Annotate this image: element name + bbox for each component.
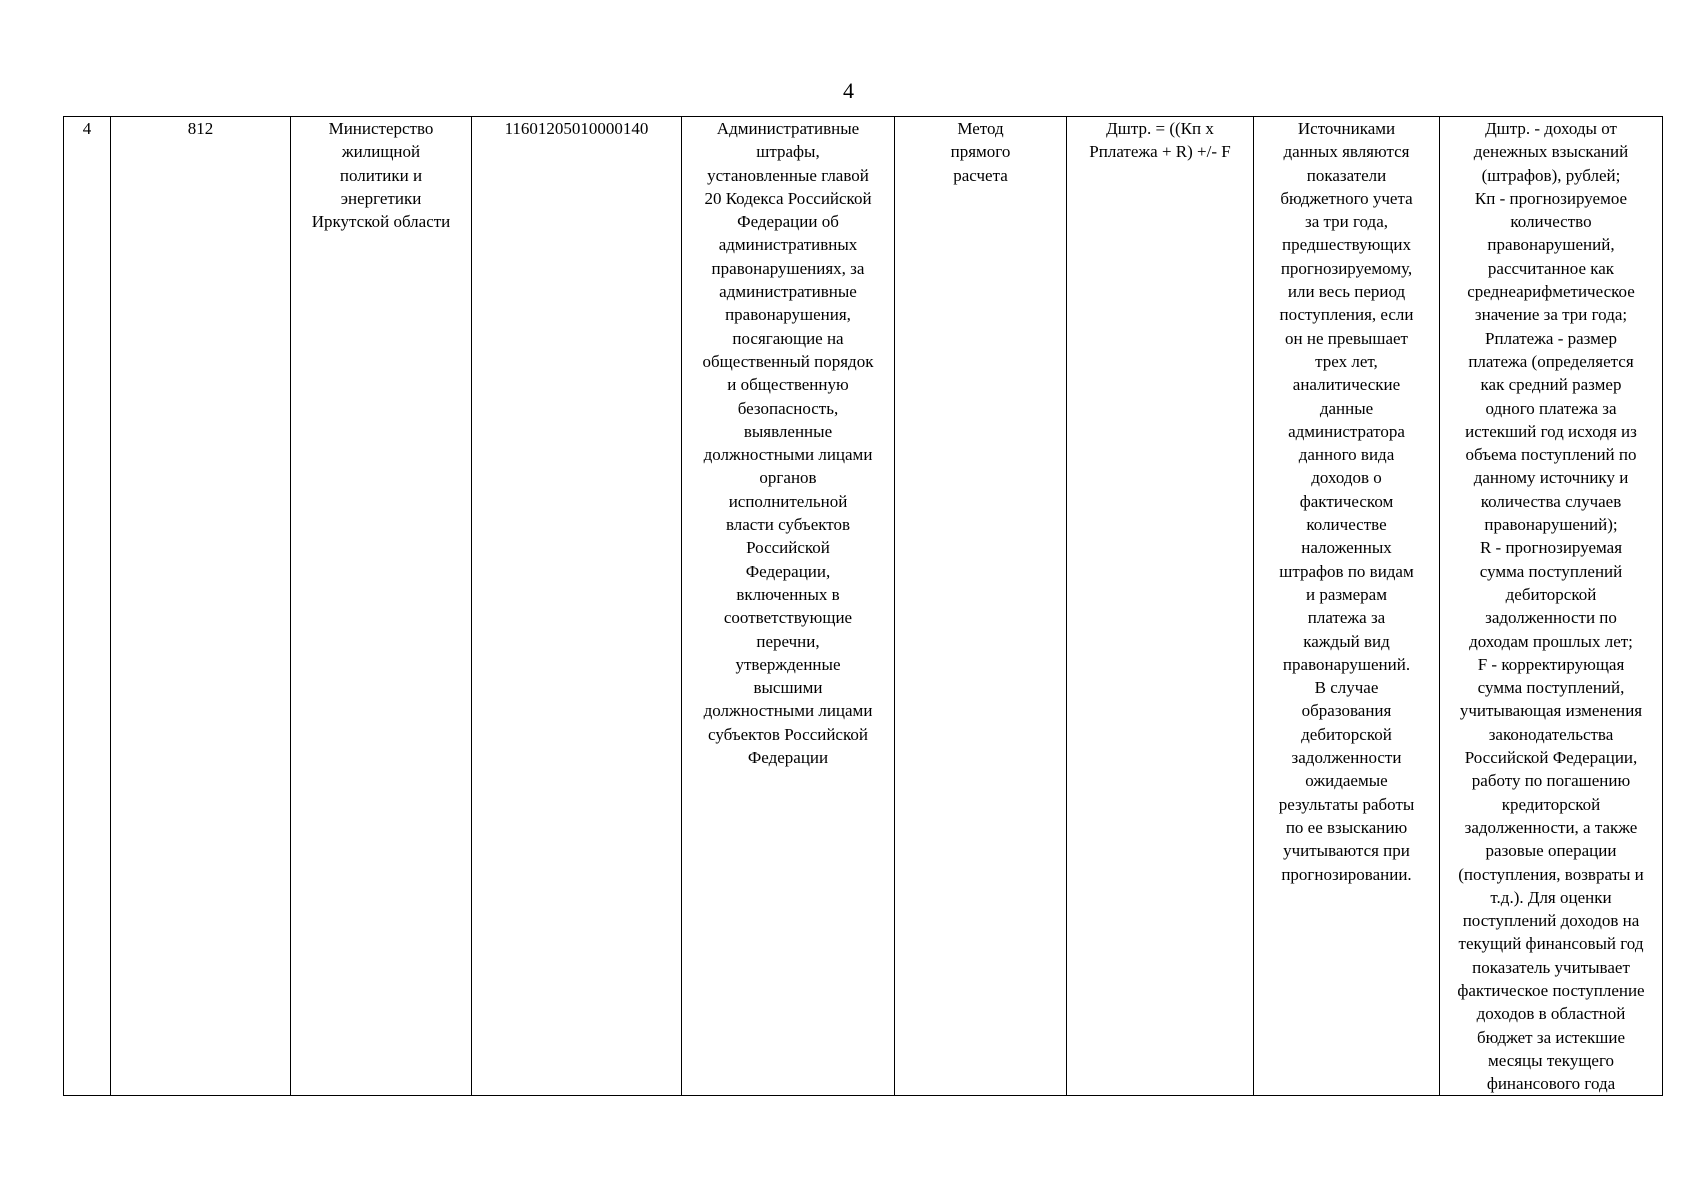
description-line: законодательства [1488, 724, 1614, 744]
description-line: одного платежа за [1485, 398, 1617, 418]
sources-line: наложенных [1301, 538, 1392, 558]
administrator-line: Иркутской области [311, 212, 451, 232]
description-line: истекший год исходя из [1465, 421, 1637, 441]
description-line: (штрафов), рублей; [1481, 165, 1621, 185]
sources-line: или весь период [1287, 282, 1406, 302]
formula-line: Дштр. = ((Кп х [1106, 119, 1214, 138]
description-line: текущий финансовый год [1458, 934, 1644, 954]
income-name-line: Федерации, [745, 561, 831, 581]
description-line: доходов в областной [1476, 1004, 1626, 1024]
sources-line: ожидаемые [1305, 771, 1388, 791]
description-line: доходам прошлых лет; [1469, 631, 1633, 651]
sources-line: данного вида [1298, 445, 1395, 465]
income-name-line: безопасность, [737, 398, 839, 418]
sources-line: доходов о [1311, 468, 1382, 488]
income-name-line: посягающие на [732, 328, 844, 348]
income-name-line: 20 Кодекса Российской [704, 188, 872, 208]
income-name-line: штрафы, [756, 142, 820, 162]
sources-line: учитываются при [1283, 841, 1410, 861]
page-number: 4 [843, 78, 854, 103]
income-name-line: власти субъектов [725, 515, 851, 535]
sources-line: аналитические [1292, 375, 1401, 395]
method-line: прямого [950, 142, 1011, 162]
income-name-line: перечни, [756, 631, 820, 651]
description-line: как средний размер [1480, 375, 1622, 395]
income-name-line: правонарушениях, за [711, 258, 865, 278]
description-line: учитывающая изменения [1459, 701, 1643, 721]
income-name-line: общественный порядок [702, 351, 874, 371]
income-name-line: выявленные [743, 421, 833, 441]
sources-line: за три года, [1305, 212, 1388, 232]
sources-line: и размерам [1306, 584, 1387, 604]
description-line: правонарушений, [1487, 235, 1615, 255]
description-line: Российской Федерации, [1464, 748, 1638, 768]
sources-line: администратора [1288, 421, 1405, 441]
description-line: Дштр. - доходы от [1485, 119, 1617, 138]
sources-line: прогнозировании. [1281, 864, 1412, 884]
sources-line: задолженности [1291, 748, 1402, 768]
sources-line: Источниками [1297, 119, 1396, 138]
income-name-line: и общественную [727, 375, 849, 395]
description-line: платежа (определяется [1468, 351, 1634, 371]
income-name-line: установленные главой [707, 165, 869, 185]
table-row [64, 117, 1663, 1096]
income-name-line: утвержденные [735, 654, 841, 674]
sources-line: предшествующих [1282, 235, 1411, 255]
description-line: т.д.). Для оценки [1490, 887, 1612, 907]
sources-line: бюджетного учета [1280, 188, 1413, 208]
sources-line: поступления, если [1279, 305, 1414, 325]
income-name-line: Административные [716, 119, 860, 138]
method-cell [895, 117, 1067, 1096]
income-name-line: органов [759, 468, 817, 488]
method-line: Метод [957, 119, 1004, 138]
description-line: кредиторской [1501, 794, 1601, 814]
income-name-line: должностными лицами [703, 445, 873, 465]
income-name-line: высшими [753, 678, 823, 698]
kbk-code: 11601205010000140 [504, 119, 649, 138]
description-line: денежных взысканий [1473, 142, 1629, 162]
income-name-line: административные [719, 282, 857, 302]
description-line: фактическое поступление [1457, 980, 1645, 1000]
row-number: 4 [82, 119, 92, 138]
description-line: данному источнику и [1473, 468, 1629, 488]
sources-line: данных являются [1283, 142, 1410, 162]
administrator-line: политики и [339, 165, 423, 185]
sources-line: показатели [1306, 165, 1387, 185]
description-line: поступлений доходов на [1462, 911, 1640, 931]
description-line: R - прогнозируемая [1479, 538, 1623, 558]
income-name-line: включенных в [736, 584, 840, 604]
income-name-line: субъектов Российской [708, 724, 868, 744]
formula-line: Рплатежа + R) +/- F [1089, 142, 1231, 162]
administrator-line: Министерство [328, 119, 434, 138]
sources-line: результаты работы [1278, 794, 1415, 814]
sources-line: по ее взысканию [1285, 817, 1408, 837]
sources-line: он не превышает [1285, 328, 1408, 348]
description-cell [1440, 117, 1663, 1096]
admin-code-cell [111, 117, 291, 1096]
description-line: значение за три года; [1474, 305, 1628, 325]
description-line: Кп - прогнозируемое [1474, 188, 1628, 208]
income-name-line: Федерации [747, 748, 829, 768]
method-line: расчета [953, 165, 1008, 185]
administrator-line: энергетики [340, 188, 422, 208]
income-name-line: должностными лицами [703, 701, 873, 721]
sources-line: данные [1319, 398, 1374, 418]
kbk-code-cell [472, 117, 682, 1096]
administrator-line: жилищной [341, 142, 421, 162]
income-name-line: административных [718, 235, 858, 255]
description-line: (поступления, возвраты и [1458, 864, 1644, 884]
description-line: дебиторской [1505, 584, 1597, 604]
admin-code: 812 [187, 119, 214, 138]
sources-line: каждый вид [1303, 631, 1390, 651]
description-line: объема поступлений по [1465, 445, 1637, 465]
income-name-line: соответствующие [723, 608, 853, 628]
description-line: F - корректирующая [1477, 654, 1625, 674]
sources-line: прогнозируемому, [1280, 258, 1413, 278]
description-line: финансового года [1486, 1074, 1616, 1094]
description-line: правонарушений); [1484, 515, 1618, 535]
description-line: рассчитанное как [1487, 258, 1615, 278]
sources-line: трех лет, [1315, 351, 1378, 371]
sources-line: штрафов по видам [1279, 561, 1414, 581]
income-name-line: исполнительной [728, 491, 848, 511]
description-line: работу по погашению [1471, 771, 1631, 791]
description-line: бюджет за истекшие [1476, 1027, 1625, 1047]
income-name-line: Федерации об [737, 212, 839, 232]
revenue-forecast-table [63, 116, 1663, 1096]
description-line: показатель учитывает [1472, 957, 1630, 977]
income-name-cell [682, 117, 895, 1096]
description-line: месяцы текущего [1487, 1050, 1615, 1070]
description-line: сумма поступлений, [1477, 678, 1625, 698]
description-line: сумма поступлений [1479, 561, 1623, 581]
sources-line: правонарушений. [1282, 654, 1411, 674]
income-name-line: Российской [746, 538, 830, 558]
description-line: количества случаев [1480, 491, 1622, 511]
income-name-line: правонарушения, [725, 305, 851, 325]
row-number-cell [64, 117, 111, 1096]
sources-line: платежа за [1307, 608, 1386, 628]
description-line: задолженности по [1485, 608, 1617, 628]
sources-line: количестве [1306, 515, 1387, 535]
sources-line: образования [1301, 701, 1392, 721]
sources-line: дебиторской [1301, 724, 1392, 744]
description-line: задолженности, а также [1464, 817, 1638, 837]
sources-cell [1254, 117, 1440, 1096]
description-line: Рплатежа - размер [1485, 328, 1617, 348]
description-line: количество [1510, 212, 1592, 232]
formula-cell [1067, 117, 1254, 1096]
description-line: разовые операции [1485, 841, 1617, 861]
sources-line: фактическом [1299, 491, 1394, 511]
sources-line: В случае [1314, 678, 1379, 698]
administrator-cell [291, 117, 472, 1096]
description-line: среднеарифметическое [1467, 282, 1635, 302]
